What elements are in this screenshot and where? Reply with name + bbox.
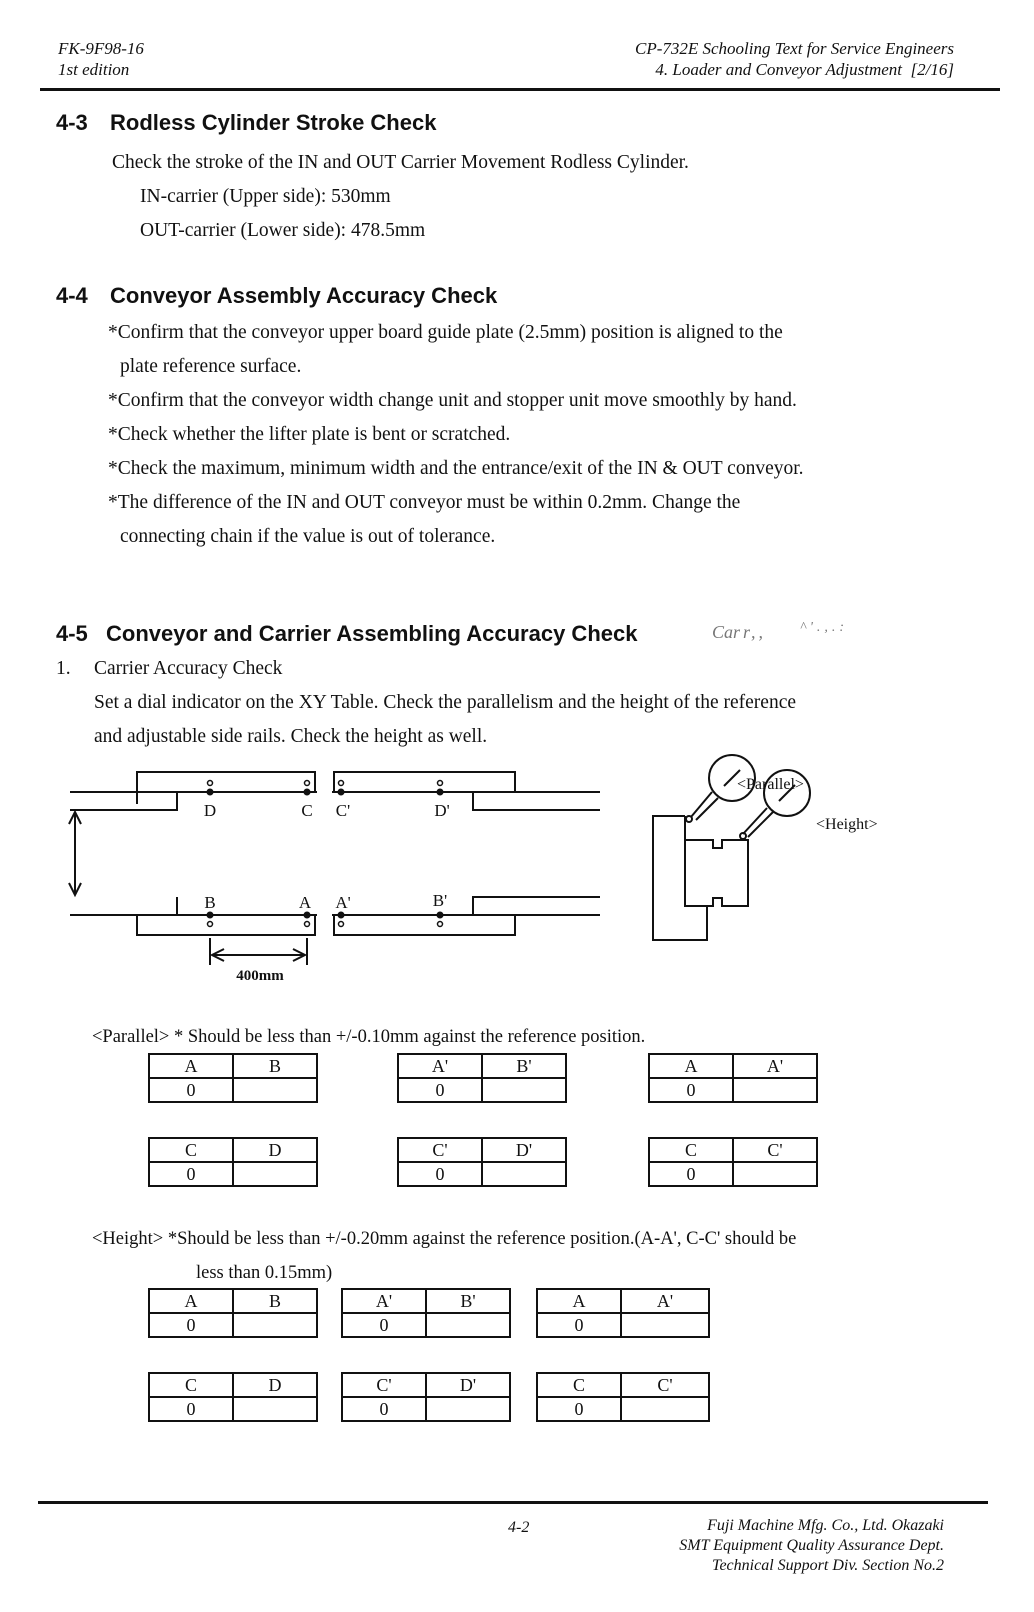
parallel-table-a-b xyxy=(148,1053,318,1103)
value-cell[interactable] xyxy=(482,1162,566,1186)
header-cell: B' xyxy=(426,1289,510,1313)
value-cell[interactable] xyxy=(621,1397,709,1421)
height-note-line: <Height> *Should be less than +/-0.20mm against the reference position.(A-A', C-C' should be xyxy=(92,1229,797,1249)
header-cell: A xyxy=(649,1054,733,1078)
handwritten-annotation-2: ^'.,.: xyxy=(800,620,849,635)
dimension-label: 400mm xyxy=(236,968,284,984)
handwritten-annotation: Carr,, xyxy=(712,622,767,642)
header-cell: C xyxy=(149,1138,233,1162)
step-title: Carrier Accuracy Check xyxy=(94,658,283,679)
footer-rule xyxy=(38,1501,988,1504)
value-cell[interactable] xyxy=(233,1162,317,1186)
header-cell: D' xyxy=(482,1138,566,1162)
header-cell: B xyxy=(233,1289,317,1313)
header-cell: B' xyxy=(482,1054,566,1078)
parallel-table-c-d xyxy=(148,1137,318,1187)
header-cell: D xyxy=(233,1373,317,1397)
point-label-c: C xyxy=(301,801,313,820)
header-cell: D' xyxy=(426,1373,510,1397)
value-cell[interactable]: 0 xyxy=(398,1078,482,1102)
header-cell: A' xyxy=(342,1289,426,1313)
section-title: Conveyor and Carrier Assembling Accuracy Check xyxy=(106,621,638,646)
header-cell: A' xyxy=(733,1054,817,1078)
point-label-b-prime: B' xyxy=(432,891,448,910)
bullet-item-continued: connecting chain if the value is out of tolerance. xyxy=(120,526,496,547)
footer-section: Technical Support Div. Section No.2 xyxy=(712,1557,944,1574)
value-cell[interactable] xyxy=(233,1313,317,1337)
parallel-table-a-prime-b-prime xyxy=(397,1053,567,1103)
step-1 xyxy=(56,652,282,686)
header-cell: C xyxy=(537,1373,621,1397)
section-4-4-bullets xyxy=(108,316,804,554)
parallel-table-c-c-prime xyxy=(648,1137,818,1187)
value-cell[interactable] xyxy=(233,1397,317,1421)
header-cell: A' xyxy=(621,1289,709,1313)
header-cell: A xyxy=(537,1289,621,1313)
header-cell: C xyxy=(649,1138,733,1162)
value-cell[interactable]: 0 xyxy=(342,1313,426,1337)
height-table-a-b xyxy=(148,1288,318,1338)
header-cell: A xyxy=(149,1289,233,1313)
height-label: <Height> xyxy=(816,816,878,833)
header-rule xyxy=(40,88,1000,91)
height-note-line: less than 0.15mm) xyxy=(196,1263,333,1283)
value-cell[interactable]: 0 xyxy=(649,1078,733,1102)
section-heading-4-4 xyxy=(56,283,497,309)
point-label-c-prime: C' xyxy=(335,801,351,820)
value-cell[interactable] xyxy=(621,1313,709,1337)
height-table-c-d xyxy=(148,1372,318,1422)
header-cell: C' xyxy=(733,1138,817,1162)
step-number: 1. xyxy=(56,658,71,679)
value-cell[interactable] xyxy=(426,1313,510,1337)
section-title: Rodless Cylinder Stroke Check xyxy=(110,110,437,135)
doc-title: CP-732E Schooling Text for Service Engineers xyxy=(634,39,954,58)
value-cell[interactable] xyxy=(426,1397,510,1421)
height-table-a-prime-b-prime xyxy=(341,1288,511,1338)
footer-dept: SMT Equipment Quality Assurance Dept. xyxy=(679,1537,944,1554)
height-table-c-prime-d-prime xyxy=(341,1372,511,1422)
value-cell[interactable]: 0 xyxy=(649,1162,733,1186)
value-cell[interactable] xyxy=(733,1162,817,1186)
chapter-title: 4. Loader and Conveyor Adjustment [2/16] xyxy=(655,60,954,79)
section-heading-4-3 xyxy=(56,110,436,136)
value-cell[interactable]: 0 xyxy=(149,1313,233,1337)
doc-id: FK-9F98-16 xyxy=(58,39,144,58)
footer-company: Fuji Machine Mfg. Co., Ltd. Okazaki xyxy=(707,1517,944,1534)
section-4-3-body xyxy=(112,146,689,248)
bullet-item: *Confirm that the conveyor upper board guide plate (2.5mm) position is aligned to the xyxy=(108,322,783,343)
header-cell: A xyxy=(149,1054,233,1078)
height-note xyxy=(92,1222,796,1290)
value-cell[interactable] xyxy=(233,1078,317,1102)
parallel-note: <Parallel> * Should be less than +/-0.10mm against the reference position. xyxy=(92,1027,646,1047)
header-cell: D xyxy=(233,1138,317,1162)
height-table-c-c-prime xyxy=(536,1372,710,1422)
bullet-item: *Check whether the lifter plate is bent or scratched. xyxy=(108,424,511,445)
description-line: and adjustable side rails. Check the height as well. xyxy=(94,726,488,747)
bullet-item: *The difference of the IN and OUT conveyor must be within 0.2mm. Change the xyxy=(108,492,741,513)
value-cell[interactable] xyxy=(733,1078,817,1102)
value-cell[interactable]: 0 xyxy=(149,1162,233,1186)
bullet-item: *Confirm that the conveyor width change unit and stopper unit move smoothly by hand. xyxy=(108,390,797,411)
dial-indicator-diagram xyxy=(640,740,940,960)
edition: 1st edition xyxy=(58,60,130,79)
bullet-item-continued: plate reference surface. xyxy=(120,356,302,377)
parallel-table-c-prime-d-prime xyxy=(397,1137,567,1187)
point-label-a: A xyxy=(298,893,312,912)
out-carrier-spec: OUT-carrier (Lower side): 478.5mm xyxy=(140,220,426,241)
header-left xyxy=(58,38,144,80)
value-cell[interactable]: 0 xyxy=(537,1313,621,1337)
header-cell: C' xyxy=(342,1373,426,1397)
footer-org xyxy=(679,1516,944,1576)
point-label-a-prime: A' xyxy=(335,893,351,912)
value-cell[interactable]: 0 xyxy=(398,1162,482,1186)
description-line: Set a dial indicator on the XY Table. Check the parallelism and the height of the reference xyxy=(94,692,796,713)
value-cell[interactable]: 0 xyxy=(149,1078,233,1102)
header-cell: B xyxy=(233,1054,317,1078)
bullet-item: *Check the maximum, minimum width and the entrance/exit of the IN & OUT conveyor. xyxy=(108,458,804,479)
section-number: 4-5 xyxy=(56,621,88,646)
point-label-d: D xyxy=(203,801,217,820)
conveyor-diagram xyxy=(60,760,620,990)
section-heading-4-5 xyxy=(56,621,637,647)
header-right xyxy=(635,38,954,80)
value-cell[interactable]: 0 xyxy=(537,1397,621,1421)
value-cell[interactable]: 0 xyxy=(342,1397,426,1421)
section-number: 4-3 xyxy=(56,110,88,135)
header-cell: C' xyxy=(398,1138,482,1162)
parallel-label: <Parallel> xyxy=(737,776,804,793)
header-cell: A' xyxy=(398,1054,482,1078)
intro-text: Check the stroke of the IN and OUT Carrier Movement Rodless Cylinder. xyxy=(112,152,689,173)
in-carrier-spec: IN-carrier (Upper side): 530mm xyxy=(140,186,391,207)
point-label-d-prime: D' xyxy=(434,801,450,820)
page-number: 4-2 xyxy=(508,1519,530,1536)
header-cell: C xyxy=(149,1373,233,1397)
parallel-table-a-a-prime xyxy=(648,1053,818,1103)
value-cell[interactable]: 0 xyxy=(149,1397,233,1421)
header-cell: C' xyxy=(621,1373,709,1397)
height-table-a-a-prime xyxy=(536,1288,710,1338)
section-title: Conveyor Assembly Accuracy Check xyxy=(110,283,498,308)
section-number: 4-4 xyxy=(56,283,88,308)
value-cell[interactable] xyxy=(482,1078,566,1102)
point-label-b: B xyxy=(204,893,216,912)
